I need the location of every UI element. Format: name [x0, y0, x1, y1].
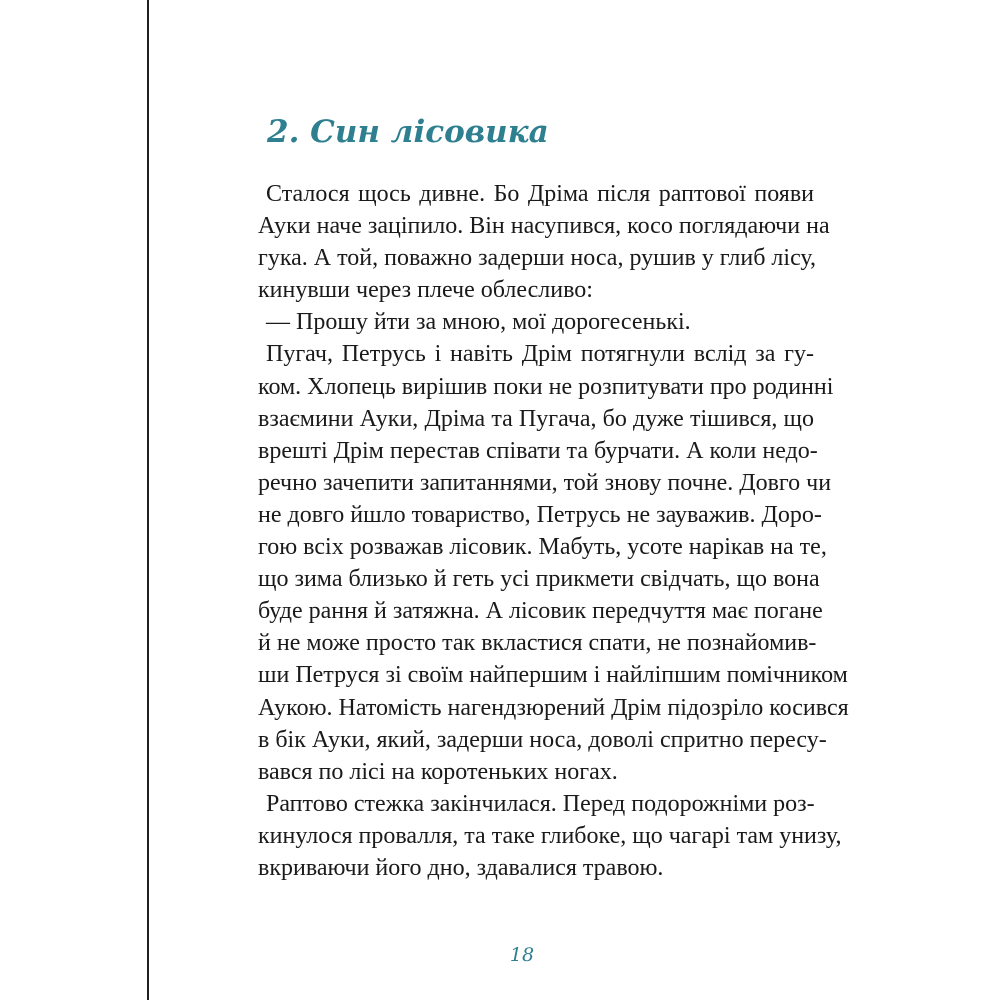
text-line: гою всіх розважав лісовик. Мабуть, усоте нарікав на те, [258, 534, 827, 561]
text-line: Ауки наче заціпило. Він насупився, косо поглядаючи на [258, 213, 830, 240]
text-line: в бік Ауки, який, задерши носа, доволі спритно пересу- [258, 726, 827, 753]
text-line: ши Петруся зі своїм найпершим і найліпшим помічником [258, 662, 848, 689]
text-line: взаємини Ауки, Дріма та Пугача, бо дуже тішився, що [258, 405, 814, 432]
text-line: врешті Дрім перестав співати та бурчати. А коли недо- [258, 437, 818, 464]
text-line: Раптово стежка закінчилася. Перед подорожніми роз- [266, 790, 815, 817]
text-line: речно зачепити запитаннями, той знову почне. Довго чи [258, 469, 832, 496]
text-line: Пугач, Петрусь і навіть Дрім потягнули вслід за гу- [266, 341, 814, 368]
text-line: вався по лісі на коротеньких ногах. [258, 758, 618, 785]
text-line: гука. А той, поважно задерши носа, рушив у глиб лісу, [258, 245, 817, 272]
text-line: кинувши через плече облесливо: [258, 277, 593, 304]
text-line: й не може просто так вкластися спати, не познайомив- [258, 630, 817, 657]
text-line: Сталося щось дивне. Бо Дріма після раптової появи [266, 181, 814, 207]
text-line: вкриваючи його дно, здавалися травою. [258, 854, 664, 881]
text-line: кинулося провалля, та таке глибоке, що чагарі там унизу, [258, 822, 842, 849]
chapter-body [258, 178, 849, 884]
spine-line [147, 0, 149, 1000]
text-line: Аукою. Натомість нагендзюрений Дрім підозріло косився [258, 694, 849, 721]
text-line: ком. Хлопець вирішив поки не розпитувати про родинні [258, 373, 834, 400]
text-line: не довго йшло товариство, Петрусь не зауважив. Доро- [258, 501, 822, 528]
chapter-title: 2. Син лісовика [267, 114, 549, 150]
text-line: — Прошу йти за мною, мої дорогесенькі. [266, 309, 691, 336]
page-number: 18 [509, 944, 535, 966]
text-line: буде рання й затяжна. А лісовик передчуття має погане [258, 598, 823, 625]
text-line: що зима близько й геть усі прикмети свідчать, що вона [258, 566, 820, 593]
